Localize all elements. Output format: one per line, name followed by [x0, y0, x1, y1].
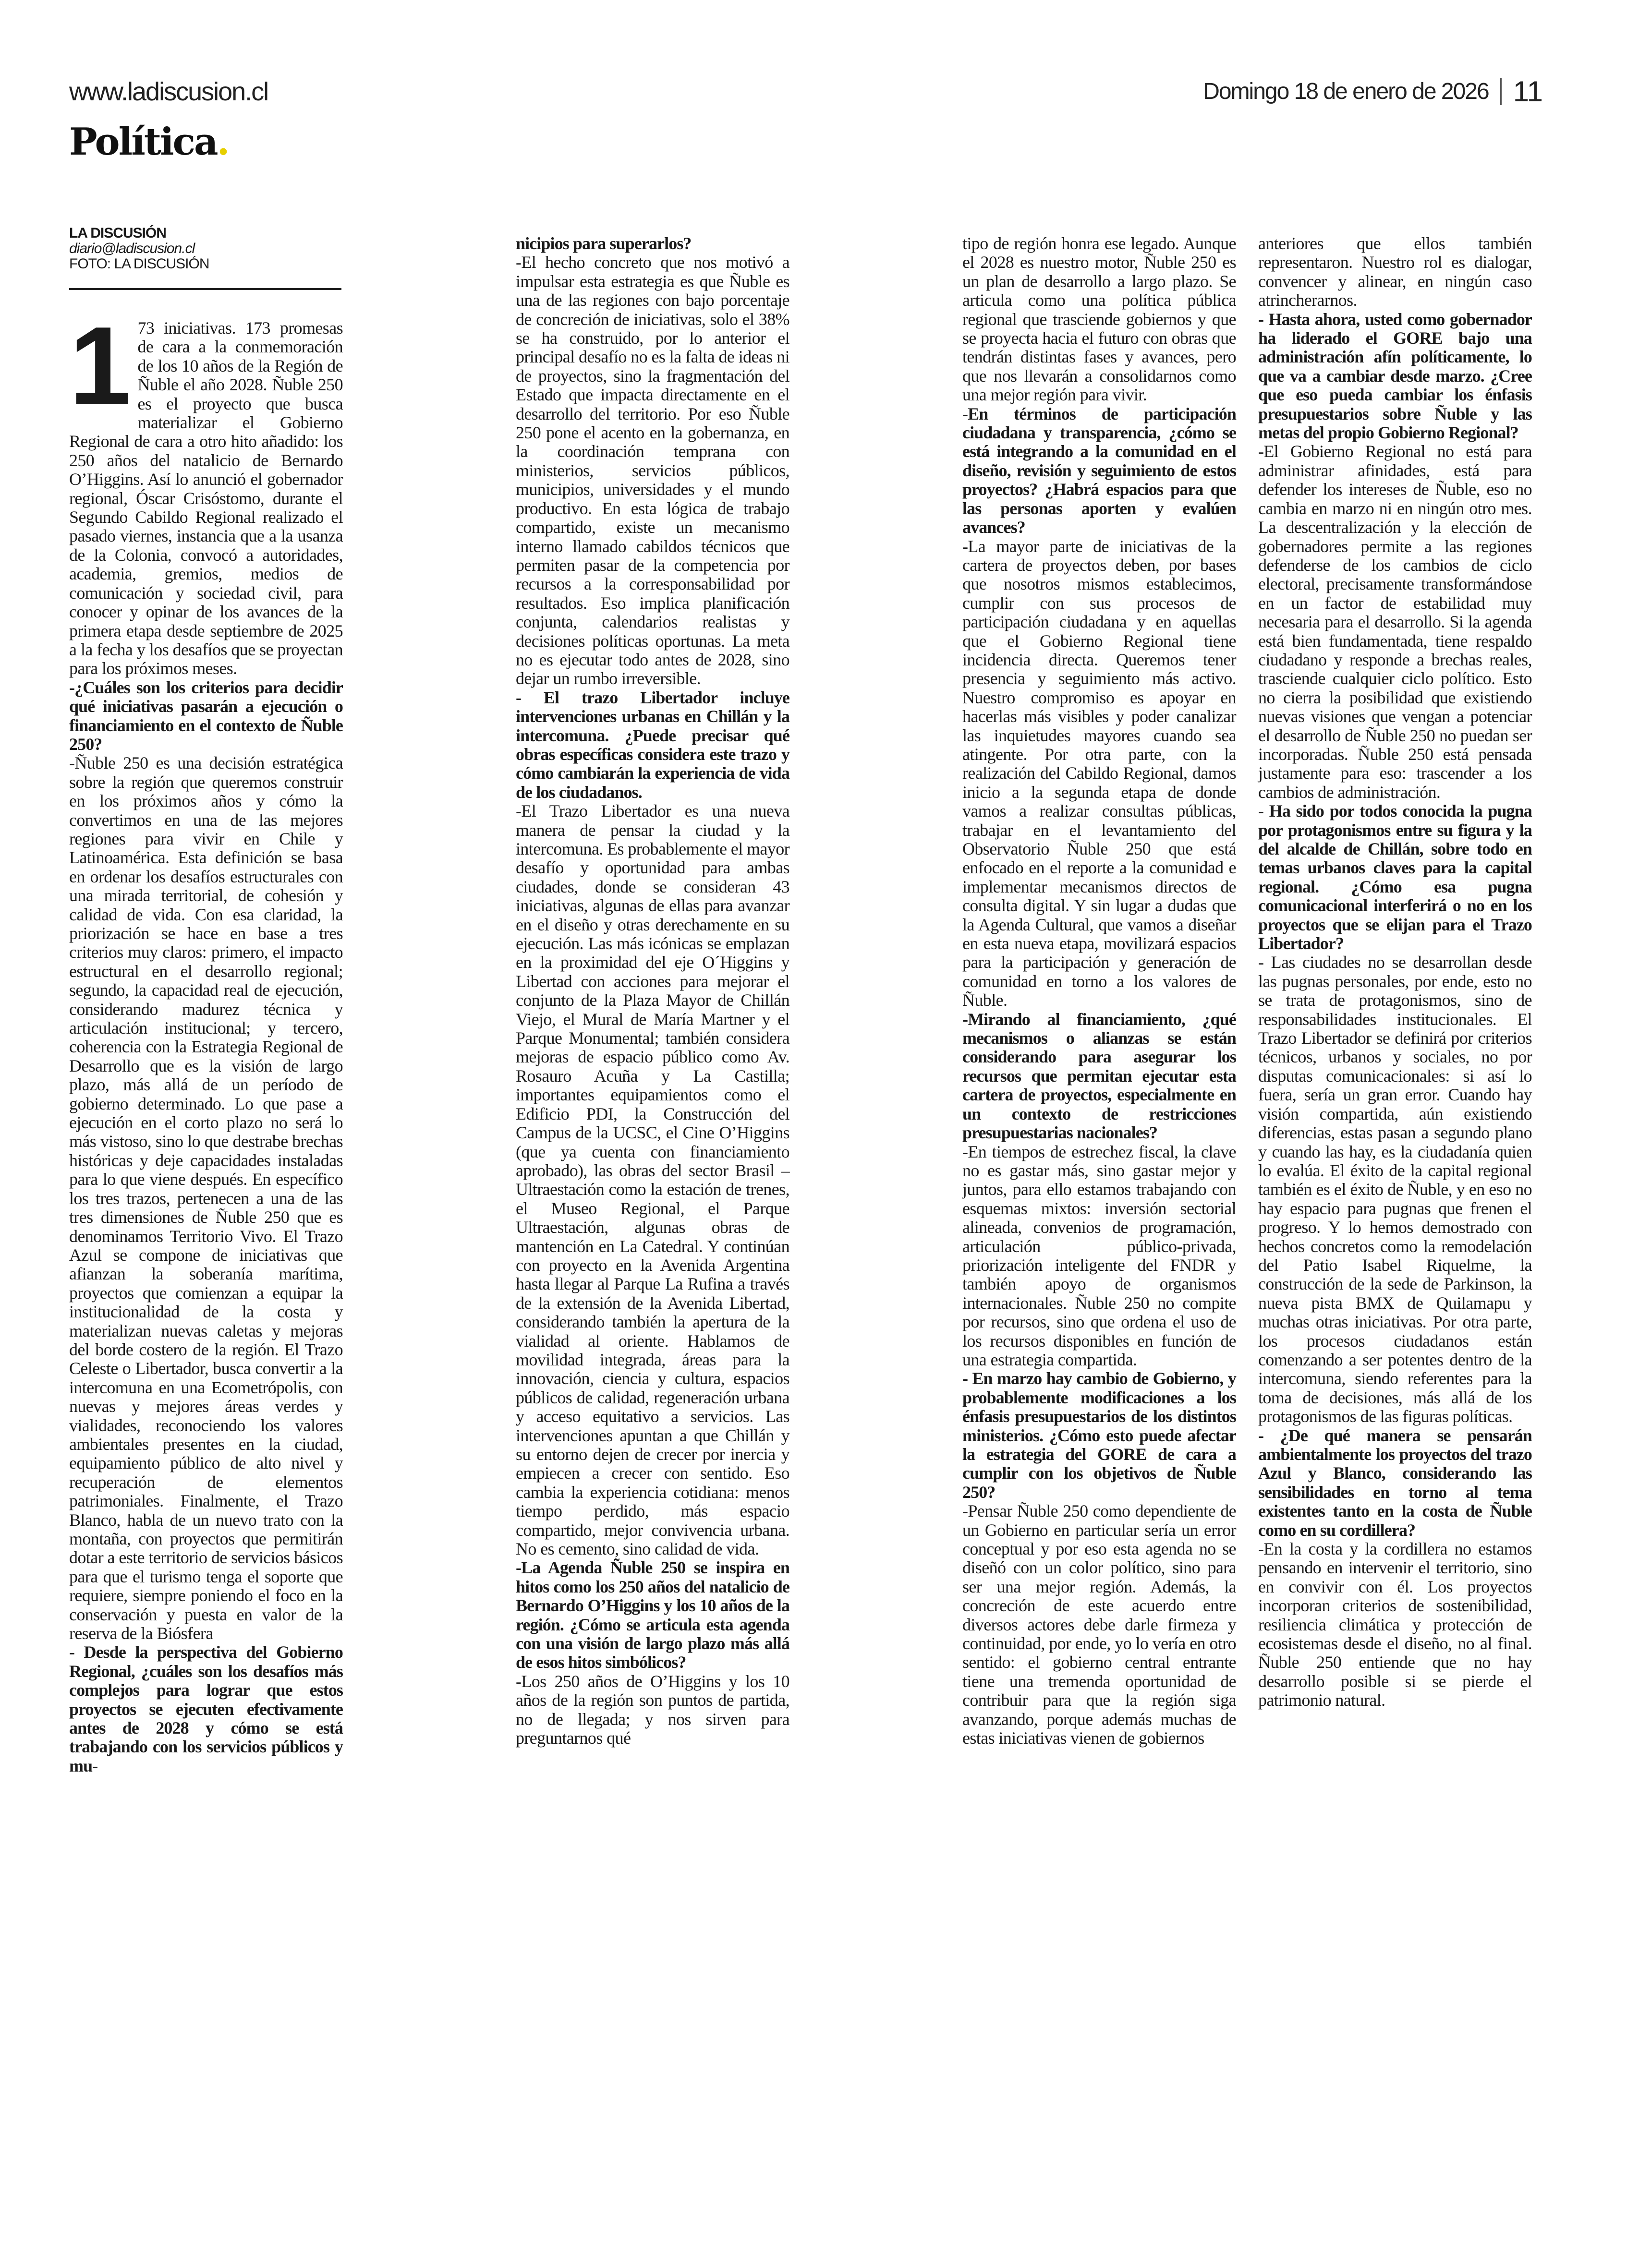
drop-cap: 1 [69, 304, 131, 428]
byline-outlet: LA DISCUSIÓN [69, 225, 166, 241]
header-dateline-group [1203, 75, 1543, 108]
interview-question: -¿Cuáles son los criterios para decidir qué iniciativas pasarán a ejecución o financiamiento en el contexto de Ñuble 250? [69, 677, 343, 754]
article-column-1 [69, 304, 343, 1775]
interview-answer: anteriores que ellos también representaron. Nuestro rol es dialogar, convencer y alinear, en ningún caso atrincherarnos. [1258, 234, 1532, 310]
section-dot: . [217, 120, 229, 164]
interview-question: - El trazo Libertador incluye intervenciones urbanas en Chillán y la intercomuna. ¿Puede precisar qué obras específicas considera este trazo y cómo cambiarán la experiencia de vida de los ciudadanos. [516, 688, 789, 802]
interview-answer: -El hecho concreto que nos motivó a impulsar esta estrategia es que Ñuble es una de las regiones con bajo porcentaje de concreción de iniciativas, solo el 38% se ha construido, por lo anterior el principal desafío no es la falta de ideas ni de proyectos, sino la fragmentación del Estado que impacta directamente en el desarrollo del territorio. Por eso Ñuble 250 pone el acento en la gobernanza, en la coordinación temprana con ministerios, servicios públicos, municipios, universidades y el mundo productivo. En esta lógica de trabajo compartido, existe un mecanismo interno llamado cabildos técnicos que permiten pasar de la competencia por recursos a la corresponsabilidad por resultados. Eso implica planificación conjunta, calendarios realistas y decisiones políticas oportunas. La meta no es ejecutar todo antes de 2028, sino dejar un rumbo irreversible. [516, 253, 789, 688]
interview-question: nicipios para superarlos? [516, 234, 692, 253]
interview-question: - Hasta ahora, usted como gobernador ha liderado el GORE bajo una administración afín políticamente, lo que va a cambiar desde marzo. ¿Cree que eso pueda cambiar los énfasis presupuestarios sobre Ñuble y las metas del propio Gobierno Regional? [1258, 309, 1532, 443]
section-label: Política [69, 120, 217, 164]
interview-answer: -Ñuble 250 es una decisión estratégica sobre la región que queremos construir en los próximos años y cómo la convertimos en una de las mejores regiones para vivir en Chile y Latinoamérica. Esta definición se basa en ordenar los desafíos estructurales con una mirada territorial, de cohesión y calidad de vida. Con esa claridad, la priorización se hace en base a tres criterios muy claros: primero, el impacto estructural en el desarrollo regional; segundo, la capacidad real de ejecución, considerando madurez técnica y articulación institucional; y tercero, coherencia con la Estrategia Regional de Desarrollo que es la visión de largo plazo, más allá de un período de gobierno determinado. Lo que pase a ejecución en el corto plazo no será lo más vistoso, sino lo que destrabe brechas históricas y deje capacidades instaladas para lo que viene después. En específico los tres trazos, pertenecen a una de las tres dimensiones de Ñuble 250 que es denominamos Territorio Vivo. El Trazo Azul se compone de iniciativas que afianzan la soberanía marítima, proyectos que comienzan a equipar la institucionalidad de la costa y materializan nuevas caletas y mejoras del borde costero de la región. El Trazo Celeste o Libertador, busca convertir a la intercomuna en una Ecometrópolis, con nuevas y mejores áreas verdes y vialidades, reconociendo los valores ambientales presentes en la ciudad, equipamiento público de alto nivel y recuperación de elementos patrimoniales. Finalmente, el Trazo Blanco, habla de un nuevo trato con la montaña, con proyectos que permitirán dotar a este territorio de servicios básicos para que el turismo tenga el soporte que requiere, siempre poniendo el foco en la conservación y puesta en valor de la reserva de la Biósfera [69, 753, 343, 1643]
interview-answer: 73 iniciativas. 173 promesas de cara a la conmemoración de los 10 años de la Región de Ñuble el año 2028. Ñuble 250 es el proyecto que busca materializar el Gobierno Regional de cara a otro hito añadido: los 250 años del natalicio de Bernardo O’Higgins. Así lo anunció el gobernador regional, Óscar Crisóstomo, durante el Segundo Cabildo Regional realizado el pasado viernes, instancia que a la usanza de la Colonia, convocó a autoridades, academia, gremios, medios de comunicación y sociedad civil, para conocer y opinar de los avances de la primera etapa desde septiembre de 2025 a la fecha y los desafíos que se proyectan para los próximos meses. [69, 318, 343, 678]
byline-email: diario@ladiscusion.cl [69, 241, 195, 256]
byline-rule [69, 288, 341, 290]
interview-answer: -En tiempos de estrechez fiscal, la clave no es gastar más, sino gastar mejor y juntos, para ello estamos trabajando con esquemas mixtos: inversión sectorial alineada, convenios de programación, articulación público-privada, priorización inteligente del FNDR y también apoyo de organismos internacionales. Ñuble 250 no compite por recursos, sino que ordena el uso de los recursos disponibles en función de una estrategia compartida. [962, 1142, 1236, 1369]
site-url[interactable]: www.ladiscusion.cl [69, 77, 268, 106]
byline [69, 226, 341, 272]
interview-answer: - Las ciudades no se desarrollan desde las pugnas personales, por ende, esto no se trata de protagonismos, sino de responsabilidades institucionales. El Trazo Libertador se definirá por criterios técnicos, urbanos y sociales, no por disputas comunicacionales: si así lo fuera, sería un gran error. Cuando hay visión compartida, aún existiendo diferencias, estas pasan a segundo plano y cuando las hay, es la ciudadanía quien lo evalúa. El éxito de la capital regional también es el éxito de Ñuble, y en eso no hay espacio para pugnas que frenen el progreso. Y lo hemos demostrado con hechos concretos como la remodelación del Patio Isabel Riquelme, la construcción de la sede de Parkinson, la nueva pista BMX de Quilamapu y muchas otras iniciativas. Por otra parte, los procesos ciudadanos están comenzando a ser potentes dentro de la intercomuna, siendo referentes para la toma de decisiones, más allá de los protagonismos de las figuras políticas. [1258, 953, 1532, 1426]
article-column-4 [1258, 234, 1532, 1710]
section-title [69, 120, 229, 164]
header-divider [1500, 78, 1502, 105]
interview-question: - En marzo hay cambio de Gobierno, y probablemente modificaciones a los énfasis presupuestarios de los distintos ministerios. ¿Cómo esto puede afectar la estrategia del GORE de cara a cumplir con los objetivos de Ñuble 250? [962, 1369, 1236, 1502]
interview-answer: -El Trazo Libertador es una nueva manera de pensar la ciudad y la intercomuna. Es probablemente el mayor desafío y oportunidad para ambas ciudades, donde se consideran 43 iniciativas, algunas de ellas para avanzar en el diseño y otras derechamente en su ejecución. Las más icónicas se emplazan en la proximidad del eje O´Higgins y Libertad con acciones para mejorar el conjunto de la Plaza Mayor de Chillán Viejo, el Mural de María Martner y el Parque Monumental; también considera mejoras de espacio público como Av. Rosauro Acuña y La Castilla; importantes equipamientos como el Edificio PDI, la Construcción del Campus de la UCSC, el Cine O’Higgins (que ya cuenta con financiamiento aprobado), las obras del sector Brasil – Ultraestación como la estación de trenes, el Museo Regional, el Parque Ultraestación, algunas obras de mantención en La Catedral. Y continúan con proyecto en la Avenida Argentina hasta llegar al Parque La Rufina a través de la extensión de la Avenida Libertad, considerando también la apertura de la vialidad al oriente. Hablamos de movilidad integrada, áreas para la innovación, ciencia y cultura, espacios públicos de calidad, regeneración urbana y acceso equitativo a servicios. Las intervenciones apuntan a que Chillán y su entorno dejen de crecer por inercia y empiecen a crecer con sentido. Eso cambia la experiencia cotidiana: menos tiempo perdido, más espacio compartido, mejor convivencia urbana. No es cemento, sino calidad de vida. [516, 801, 789, 1559]
interview-answer: -Los 250 años de O’Higgins y los 10 años de la región son puntos de partida, no de llegada; y nos sirven para preguntarnos qué [516, 1671, 789, 1748]
interview-question: - Ha sido por todos conocida la pugna por protagonismos entre su figura y la del alcalde de Chillán, sobre todo en temas urbanos claves para la capital regional. ¿Cómo esa pugna comunicacional interferirá o no en los proyectos que se elijan para el Trazo Libertador? [1258, 801, 1532, 953]
interview-question: - Desde la perspectiva del Gobierno Regional, ¿cuáles son los desafíos más complejos para lograr que estos proyectos se ejecuten efectivamente antes de 2028 y cómo se está trabajando con los servicios públicos y mu- [69, 1642, 343, 1775]
interview-question: -La Agenda Ñuble 250 se inspira en hitos como los 250 años del natalicio de Bernardo O’Higgins y los 10 años de la región. ¿Cómo se articula esta agenda con una visión de largo plazo más allá de esos hitos simbólicos? [516, 1558, 789, 1672]
interview-question: -En términos de participación ciudadana y transparencia, ¿cómo se está integrando a la comunidad en el diseño, revisión y seguimiento de estos proyectos? ¿Habrá espacios para que las personas aporten y evalúen avances? [962, 404, 1236, 537]
issue-date: Domingo 18 de enero de 2026 [1203, 79, 1489, 104]
photo-credit: FOTO: LA DISCUSIÓN [69, 256, 209, 272]
article-column-2 [516, 234, 789, 1748]
page-number: 11 [1513, 75, 1543, 108]
interview-answer: -En la costa y la cordillera no estamos pensando en intervenir el territorio, sino en convivir con él. Los proyectos incorporan criterios de sostenibilidad, resiliencia climática y protección de ecosistemas desde el diseño, no al final. Ñuble 250 entiende que no hay desarrollo posible si se pierde el patrimonio natural. [1258, 1539, 1532, 1710]
interview-answer: -La mayor parte de iniciativas de la cartera de proyectos deben, por bases que nosotros mismos establecimos, cumplir con sus procesos de participación ciudadana y en aquellas que el Gobierno Regional tiene incidencia directa. Queremos tener presencia y seguimiento más activo. Nuestro compromiso es apoyar en hacerlas más visibles y poder canalizar las inquietudes mayores cuando sea atingente. Por otra parte, con la realización del Cabildo Regional, damos inicio a la segunda etapa de donde vamos a realizar consultas públicas, trabajar en el levantamiento del Observatorio Ñuble 250 que está enfocado en el reporte a la comunidad e implementar mecanismos directos de consulta digital. Y sin lugar a dudas que la Agenda Cultural, que vamos a diseñar en esta nueva etapa, movilizará espacios para la participación y generación de comunidad en torno a los valores de Ñuble. [962, 536, 1236, 1010]
interview-answer: -Pensar Ñuble 250 como dependiente de un Gobierno en particular sería un error conceptual y por eso esta agenda no se diseñó con un color político, sino para ser una mejor región. Además, la concreción de este acuerdo entre diversos actores debe darle firmeza y continuidad, por ende, yo lo vería en otro sentido: el gobierno central entrante tiene una tremenda oportunidad de contribuir para que la región siga avanzando, porque además muchas de estas iniciativas vienen de gobiernos [962, 1501, 1236, 1748]
interview-answer: tipo de región honra ese legado. Aunque el 2028 es nuestro motor, Ñuble 250 es un plan de desarrollo a largo plazo. Se articula como una política pública regional que trasciende gobiernos y que se proyecta hacia el futuro con obras que tendrán distintas fases y avances, pero que nos llevarán a consolidarnos como una mejor región para vivir. [962, 234, 1236, 405]
interview-question: - ¿De qué manera se pensarán ambientalmente los proyectos del trazo Azul y Blanco, considerando las sensibilidades en torno al tema existentes tanto en la costa de Ñuble como en su cordillera? [1258, 1425, 1532, 1540]
interview-answer: -El Gobierno Regional no está para administrar afinidades, está para defender los intereses de Ñuble, eso no cambia en marzo ni en ningún otro mes. La descentralización y la elección de gobernadores permite a las regiones defenderse de los cambios de ciclo electoral, precisamente transformándose en un factor de estabilidad muy necesaria para el desarrollo. Si la agenda está bien fundamentada, tiene respaldo ciudadano y responde a brechas reales, trasciende cualquier ciclo político. Esto no cierra la posibilidad que existiendo nuevas visiones que vengan a potenciar el desarrollo de Ñuble 250 no puedan ser incorporadas. Ñuble 250 está pensada justamente para eso: trascender a los cambios de administración. [1258, 442, 1532, 802]
interview-question: -Mirando al financiamiento, ¿qué mecanismos o alianzas se están considerando para asegurar los recursos que permitan ejecutar esta cartera de proyectos, especialmente en un contexto de restricciones presupuestarias nacionales? [962, 1009, 1236, 1143]
article-column-3 [962, 234, 1236, 1748]
